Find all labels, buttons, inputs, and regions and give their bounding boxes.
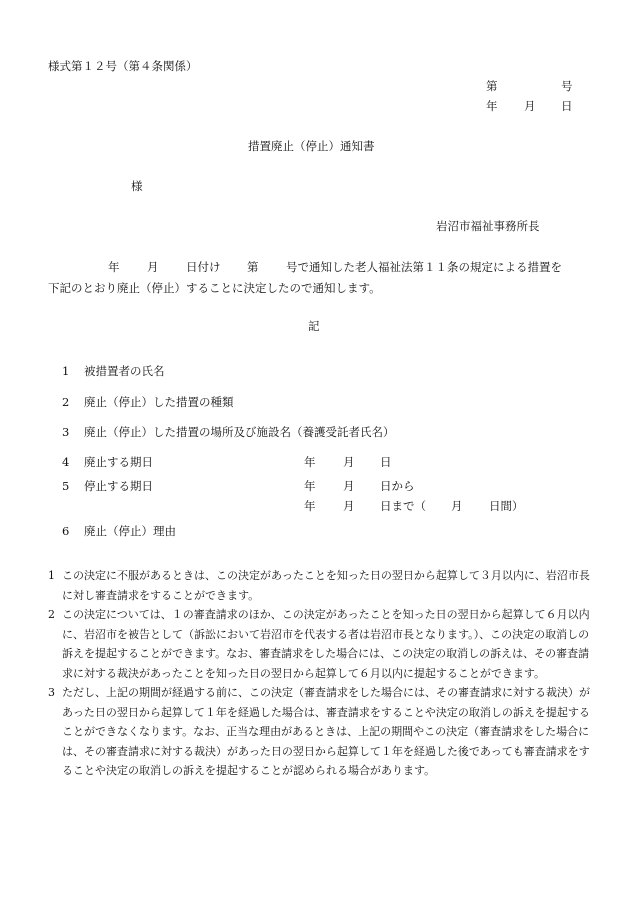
item-number: 1: [62, 364, 70, 378]
item-label: 被措置者の氏名: [84, 364, 165, 378]
item-label: 廃止する期日: [84, 455, 153, 469]
document-title: 措置廃止（停止）通知書: [248, 139, 375, 153]
body-line2-text: 下記のとおり廃止（停止）することに決定したので通知します。: [48, 281, 381, 295]
note-item: [48, 566, 593, 605]
note-number: 3: [48, 686, 55, 699]
item-number: 6: [62, 524, 70, 538]
form-label: 様式第１２号（第４条関係）: [48, 59, 198, 73]
doc-date-day: 日: [561, 99, 573, 113]
item5-to-day: 日まで（: [380, 499, 426, 513]
note-text: この決定に不服があるときは、この決定があったことを知った日の翌日から起算して３月以内に、岩沼市長に対し審査請求をすることができます。: [62, 569, 590, 602]
addressee-suffix: 様: [131, 179, 143, 193]
item-label: 停止する期日: [84, 479, 153, 493]
ki-heading: 記: [308, 319, 320, 333]
body-year: 年: [108, 260, 120, 274]
body-month: 月: [147, 260, 159, 274]
item-label: 廃止（停止）した措置の場所及び施設名（養護受託者氏名）: [84, 425, 395, 439]
item-number: 3: [62, 425, 70, 439]
issuer-name: 岩沼市福祉事務所長: [436, 219, 540, 233]
item5-from-month: 月: [343, 479, 355, 493]
item-number: 5: [62, 479, 70, 493]
note-number: 2: [48, 608, 55, 621]
item-number: 2: [62, 395, 70, 409]
doc-date-month: 月: [524, 99, 536, 113]
item5-from-day: 日から: [380, 479, 415, 493]
note-number: 1: [48, 569, 55, 582]
item5-from-year: 年: [304, 479, 316, 493]
item4-month: 月: [343, 455, 355, 469]
note-item: [48, 605, 593, 683]
doc-number-suffix: 号: [561, 79, 573, 93]
note-text: この決定については、１の審査請求のほか、この決定があったことを知った日の翌日から起算して６月以内に、岩沼市を被告として（訴訟において岩沼市を代表する者は岩沼市長となります。）、この決定の取消しの訴えを提起することができます。なお、審査請求をした場合には、この決定の取消しの訴えは、その審査請求に対する裁決があったことを知った日の翌日から起算して６月以内に提起することができます。: [62, 608, 590, 680]
body-day: 日付け: [186, 260, 221, 274]
item5-to-month: 月: [343, 499, 355, 513]
note-item: [48, 683, 593, 781]
item4-year: 年: [304, 455, 316, 469]
item4-day: 日: [380, 455, 392, 469]
body-line1-text: 号で通知した老人福祉法第１１条の規定による措置を: [286, 260, 562, 274]
doc-number-prefix: 第: [486, 79, 498, 93]
item5-period-days: 日間）: [489, 499, 524, 513]
item-label: 廃止（停止）した措置の種類: [84, 395, 234, 409]
doc-date-year: 年: [486, 99, 498, 113]
item5-period-month: 月: [451, 499, 463, 513]
body-number-prefix: 第: [247, 260, 259, 274]
note-text: ただし、上記の期間が経過する前に、この決定（審査請求をした場合には、その審査請求に対する裁決）があった日の翌日から起算して１年を経過した場合は、審査請求をすることや決定の取消しの訴えを提起することができなくなります。なお、正当な理由があるときは、上記の期間やこの決定（審査請求をした場合には、その審査請求に対する裁決）があった日の翌日から起算して１年を経過した後であっても審査請求をすることや決定の取消しの訴えを提起することが認められる場合があります。: [62, 686, 590, 777]
item-label: 廃止（停止）理由: [84, 524, 176, 538]
notes-section: [48, 566, 593, 781]
item-number: 4: [62, 455, 70, 469]
item5-to-year: 年: [304, 499, 316, 513]
